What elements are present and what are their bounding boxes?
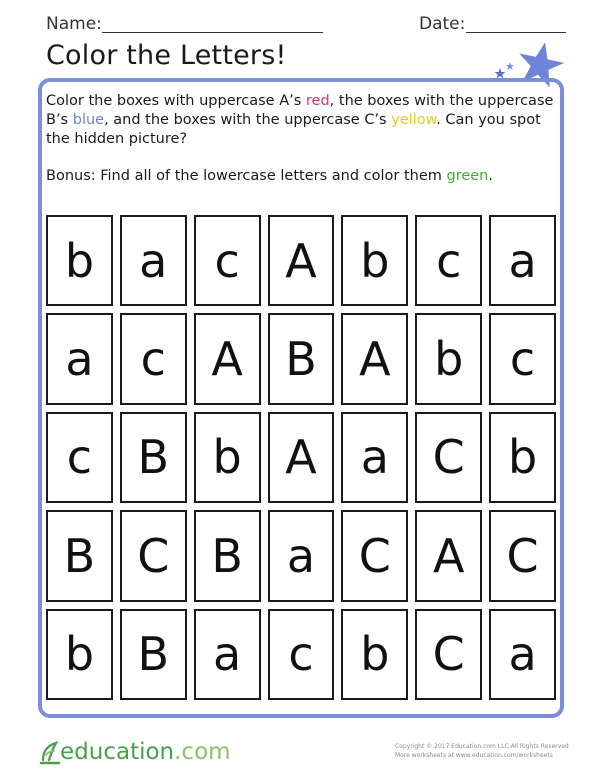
instruction-text: , and the boxes with the uppercase C’s [104, 112, 392, 128]
yellow-word: yellow [391, 112, 437, 128]
letter-cell[interactable]: A [415, 510, 482, 601]
name-line[interactable] [102, 32, 323, 33]
letter-cell[interactable]: a [194, 609, 261, 700]
logo-main-text: education [60, 739, 175, 765]
instructions [46, 92, 561, 186]
letter-cell[interactable]: b [341, 609, 408, 700]
letter-cell[interactable]: C [415, 412, 482, 503]
letter-cell[interactable]: c [120, 313, 187, 404]
letter-cell[interactable]: a [489, 215, 556, 306]
letter-cell[interactable]: a [268, 510, 335, 601]
date-line[interactable] [466, 32, 566, 33]
letter-cell[interactable]: b [194, 412, 261, 503]
letter-cell[interactable]: c [46, 412, 113, 503]
instruction-text: Color the boxes with uppercase A’s [46, 93, 306, 109]
header-row [46, 12, 566, 36]
page-title: Color the Letters! [46, 40, 287, 71]
name-label: Name: [46, 14, 102, 34]
red-word: red [305, 93, 330, 109]
worksheets-link[interactable]: More worksheets at www.education.com/worksheets [395, 752, 553, 759]
copyright-line: Copyright © 2017 Education.com LLC All Rights Reserved [395, 743, 569, 750]
bonus-text: . [488, 168, 493, 184]
green-word: green [446, 168, 489, 184]
letter-cell[interactable]: B [120, 609, 187, 700]
letter-cell[interactable]: a [489, 609, 556, 700]
letter-cell[interactable]: A [194, 313, 261, 404]
instruction-text: . Can you spot the hidden picture? [46, 112, 541, 147]
letter-cell[interactable]: b [341, 215, 408, 306]
letter-cell[interactable]: c [268, 609, 335, 700]
letter-cell[interactable]: B [194, 510, 261, 601]
letter-cell[interactable]: b [46, 609, 113, 700]
letter-cell[interactable]: c [415, 215, 482, 306]
bonus-instruction [46, 167, 561, 186]
bonus-text: Bonus: Find all of the lowercase letters and color them [46, 168, 447, 184]
letter-cell[interactable]: C [120, 510, 187, 601]
letter-cell[interactable]: A [268, 412, 335, 503]
letter-cell[interactable]: a [341, 412, 408, 503]
letter-cell[interactable]: B [46, 510, 113, 601]
letter-cell[interactable]: A [268, 215, 335, 306]
blue-word: blue [72, 112, 105, 128]
instruction-main [46, 92, 561, 149]
letter-cell[interactable]: c [194, 215, 261, 306]
logo-wordmark [60, 739, 231, 765]
letter-grid [46, 215, 556, 700]
letter-cell[interactable]: C [489, 510, 556, 601]
letter-cell[interactable]: C [415, 609, 482, 700]
letter-cell[interactable]: b [415, 313, 482, 404]
logo-suffix-text: .com [174, 739, 231, 765]
letter-cell[interactable]: C [341, 510, 408, 601]
letter-cell[interactable]: a [120, 215, 187, 306]
letter-cell[interactable]: b [489, 412, 556, 503]
instruction-text: , the boxes with the uppercase B’s [46, 93, 554, 128]
letter-cell[interactable]: a [46, 313, 113, 404]
copyright-notice [395, 742, 585, 760]
letter-cell[interactable]: A [341, 313, 408, 404]
date-label: Date: [419, 14, 466, 34]
education-logo-icon [38, 740, 62, 766]
letter-cell[interactable]: b [46, 215, 113, 306]
letter-cell[interactable]: B [120, 412, 187, 503]
letter-cell[interactable]: c [489, 313, 556, 404]
letter-cell[interactable]: B [268, 313, 335, 404]
